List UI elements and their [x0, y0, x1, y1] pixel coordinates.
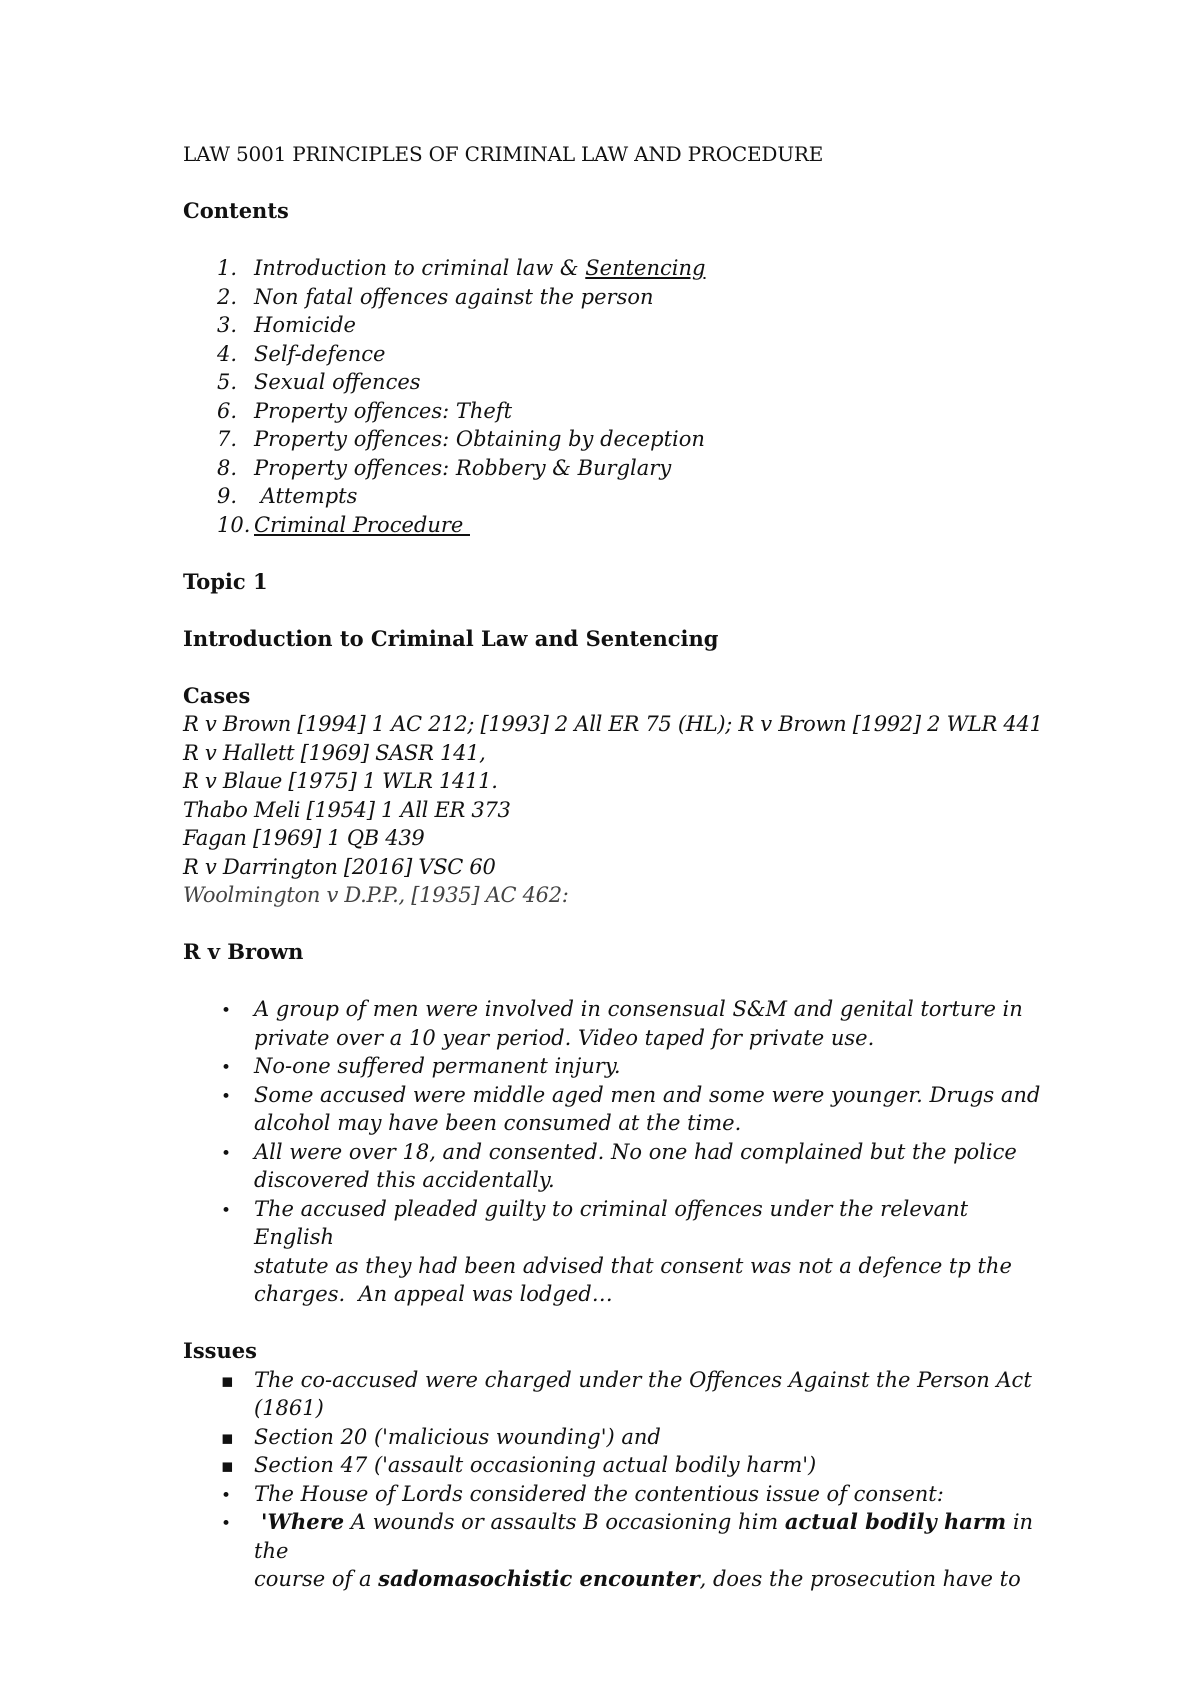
- contents-item[interactable]: 6. Property offences: Theft: [217, 398, 513, 423]
- contents-item[interactable]: 2. Non fatal offences against the person: [217, 284, 654, 309]
- case-citation: R v Blaue [1975] 1 WLR 1411.: [183, 769, 498, 793]
- bullet-dot-icon: [221, 1480, 231, 1511]
- case-citation: R v Hallett [1969] SASR 141,: [183, 740, 486, 765]
- bullet-dot-icon: [221, 1052, 231, 1083]
- contents-item[interactable]: 1. Introduction to criminal law & Sentencing: [217, 256, 706, 280]
- cases-heading: Cases: [183, 682, 251, 708]
- brown-heading: R v Brown: [183, 939, 304, 964]
- bullet-dot-icon: [221, 995, 231, 1026]
- contents-item[interactable]: 3. Homicide: [217, 313, 356, 337]
- fact-item: • A group of men were involved in consensual S&M and genital torture in private over a 10 year period. Video taped for private use.: [183, 995, 1043, 1052]
- case-citation: R v Brown [1994] 1 AC 212; [1993] 2 All ER 75 (HL); R v Brown [1992] 2 WLR 441: [183, 712, 1043, 736]
- fact-item: • The accused pleaded guilty to criminal offences under the relevant English statute as they had been advised that consent was not a defence tp the charges. An appeal was lodged…: [183, 1195, 1043, 1309]
- bullet-square-icon: [221, 1366, 234, 1396]
- bullet-dot-icon: [221, 1508, 231, 1539]
- topic-title: Introduction to Criminal Law and Sentencing: [183, 625, 719, 651]
- document-title: LAW 5001 PRINCIPLES OF CRIMINAL LAW AND PROCEDURE: [183, 142, 824, 166]
- bullet-dot-icon: [221, 1138, 231, 1169]
- contents-item[interactable]: 5. Sexual offences: [217, 370, 421, 394]
- issue-item: • The House of Lords considered the contentious issue of consent:: [183, 1480, 1043, 1509]
- issue-item: ▪ The co-accused were charged under the Offences Against the Person Act (1861): [183, 1366, 1043, 1423]
- topic-heading: Topic 1: [183, 568, 268, 594]
- issues-heading: Issues: [183, 1338, 257, 1363]
- issue-quote: • 'Where A wounds or assaults B occasioning him actual bodily harm in the course of a sadomasochistic encounter, does the prosecution have to: [183, 1508, 1043, 1594]
- issues-list: [183, 1366, 1043, 1594]
- contents-list: [183, 254, 1043, 539]
- case-citation: R v Darrington [2016] VSC 60: [183, 854, 496, 879]
- contents-item[interactable]: 4. Self-defence: [217, 341, 386, 366]
- contents-item[interactable]: 8. Property offences: Robbery & Burglary: [217, 455, 672, 480]
- issue-item: ▪ Section 47 ('assault occasioning actual bodily harm'): [183, 1451, 1043, 1480]
- issue-item: ▪ Section 20 ('malicious wounding') and: [183, 1423, 1043, 1452]
- contents-item[interactable]: 10. Criminal Procedure: [217, 512, 470, 537]
- cases-list: [183, 710, 1043, 910]
- bullet-square-icon: [221, 1423, 234, 1453]
- case-citation: Fagan [1969] 1 QB 439: [183, 826, 425, 850]
- fact-item: • No-one suffered permanent injury.: [183, 1052, 1043, 1081]
- facts-list: [183, 995, 1043, 1309]
- contents-heading: Contents: [183, 198, 289, 223]
- case-citation: Thabo Meli [1954] 1 All ER 373: [183, 797, 511, 822]
- fact-item: • All were over 18, and consented. No one had complained but the police discovered this accidentally.: [183, 1138, 1043, 1195]
- case-citation: Woolmington v D.P.P., [1935] AC 462:: [183, 883, 569, 907]
- bullet-dot-icon: [221, 1195, 231, 1226]
- fact-item: • Some accused were middle aged men and some were younger. Drugs and alcohol may have been consumed at the time.: [183, 1081, 1043, 1138]
- document-page: [183, 140, 1043, 1594]
- bullet-square-icon: [221, 1451, 234, 1481]
- contents-item[interactable]: 9. Attempts: [217, 484, 358, 508]
- bullet-dot-icon: [221, 1081, 231, 1112]
- contents-item[interactable]: 7. Property offences: Obtaining by deception: [217, 427, 705, 451]
